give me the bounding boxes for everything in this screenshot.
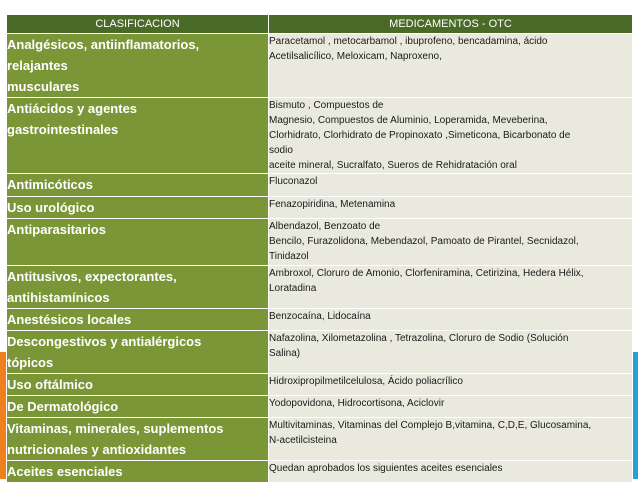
medications-cell xyxy=(269,396,633,418)
classification-cell xyxy=(7,331,269,374)
header-classification: CLASIFICACION xyxy=(7,15,269,34)
medication-text: sodio xyxy=(269,145,293,156)
medications-cell xyxy=(269,197,633,219)
classification-text: musculares xyxy=(7,79,80,94)
table-header-row xyxy=(7,15,633,34)
table-row xyxy=(7,197,633,219)
medication-text: Fluconazol xyxy=(269,176,318,187)
table-row xyxy=(7,34,633,98)
classification-text: gastrointestinales xyxy=(7,122,119,137)
medications-cell xyxy=(269,266,633,309)
table-row xyxy=(7,309,633,331)
medication-text: Paracetamol , metocarbamol , ibuprofeno, bencadamina, ácido xyxy=(269,36,548,47)
table-row xyxy=(7,98,633,174)
classification-text: De Dermatológico xyxy=(7,399,119,414)
classification-cell xyxy=(7,374,269,396)
classification-cell xyxy=(7,34,269,98)
classification-text: Anestésicos locales xyxy=(7,312,132,327)
table-row xyxy=(7,418,633,461)
classification-text: Antiparasitarios xyxy=(7,222,106,237)
medication-text: N-acetilcisteina xyxy=(269,435,337,446)
medications-cell xyxy=(269,461,633,483)
table-row xyxy=(7,174,633,197)
medication-text: Bismuto , Compuestos de xyxy=(269,100,384,111)
table-row xyxy=(7,461,633,483)
classification-text: tópicos xyxy=(7,355,54,370)
medication-text: Acetilsalicílico, Meloxicam, Naproxeno, xyxy=(269,51,442,62)
table-row xyxy=(7,374,633,396)
medications-cell xyxy=(269,374,633,396)
table-row xyxy=(7,266,633,309)
classification-text: Aceites esenciales xyxy=(7,464,123,479)
medication-text: Quedan aprobados los siguientes aceites esenciales xyxy=(269,463,503,474)
table-row xyxy=(7,396,633,418)
medications-cell xyxy=(269,98,633,174)
medication-text: Hidroxipropilmetilcelulosa, Ácido poliacrílico xyxy=(269,376,463,387)
table-body xyxy=(7,34,633,483)
medications-cell xyxy=(269,331,633,374)
classification-text: Uso urológico xyxy=(7,200,95,215)
classification-text: Antiácidos y agentes xyxy=(7,101,138,116)
classification-cell xyxy=(7,266,269,309)
otc-medication-table xyxy=(6,14,633,483)
classification-text: Vitaminas, minerales, suplementos xyxy=(7,421,224,436)
medication-text: Albendazol, Benzoato de xyxy=(269,221,381,232)
classification-cell xyxy=(7,461,269,483)
classification-text: relajantes xyxy=(7,58,68,73)
classification-text: Analgésicos, antiinflamatorios, xyxy=(7,37,200,52)
header-medications: MEDICAMENTOS - OTC xyxy=(269,15,633,34)
medication-text: Magnesio, Compuestos de Aluminio, Loperamida, Meveberina, xyxy=(269,115,548,126)
medications-cell xyxy=(269,34,633,98)
medication-text: Bencilo, Furazolidona, Mebendazol, Pamoato de Pirantel, Secnidazol, xyxy=(269,236,579,247)
classification-cell xyxy=(7,219,269,266)
medication-text: Multivitaminas, Vitaminas del Complejo B,vitamina, C,D,E, Glucosamina, xyxy=(269,420,592,431)
table-row xyxy=(7,331,633,374)
table-row xyxy=(7,219,633,266)
classification-cell xyxy=(7,418,269,461)
classification-text: antihistamínicos xyxy=(7,290,110,305)
classification-text: Antitusivos, expectorantes, xyxy=(7,269,177,284)
classification-text: Descongestivos y antialérgicos xyxy=(7,334,202,349)
medication-text: Fenazopiridina, Metenamina xyxy=(269,199,396,210)
classification-text: Uso oftálmico xyxy=(7,377,93,392)
classification-cell xyxy=(7,174,269,197)
medication-text: Ambroxol, Cloruro de Amonio, Clorfeniramina, Cetirizina, Hedera Hélix, xyxy=(269,268,584,279)
medication-text: Loratadina xyxy=(269,283,317,294)
medication-text: Nafazolina, Xilometazolina , Tetrazolina, Cloruro de Sodio (Solución xyxy=(269,333,569,344)
classification-text: nutricionales y antioxidantes xyxy=(7,442,187,457)
medication-text: Salina) xyxy=(269,348,301,359)
medications-cell xyxy=(269,219,633,266)
classification-cell xyxy=(7,309,269,331)
medications-cell xyxy=(269,418,633,461)
medications-cell xyxy=(269,174,633,197)
classification-cell xyxy=(7,197,269,219)
medication-text: Clorhidrato, Clorhidrato de Propinoxato ,Simeticona, Bicarbonato de xyxy=(269,130,571,141)
classification-cell xyxy=(7,396,269,418)
medication-text: aceite mineral, Sucralfato, Sueros de Rehidratación oral xyxy=(269,160,517,171)
classification-text: Antimicóticos xyxy=(7,177,93,192)
medication-text: Benzocaína, Lidocaína xyxy=(269,311,371,322)
medications-cell xyxy=(269,309,633,331)
medication-text: Yodopovidona, Hidrocortisona, Aciclovir xyxy=(269,398,445,409)
medication-text: Tinidazol xyxy=(269,251,309,262)
classification-cell xyxy=(7,98,269,174)
